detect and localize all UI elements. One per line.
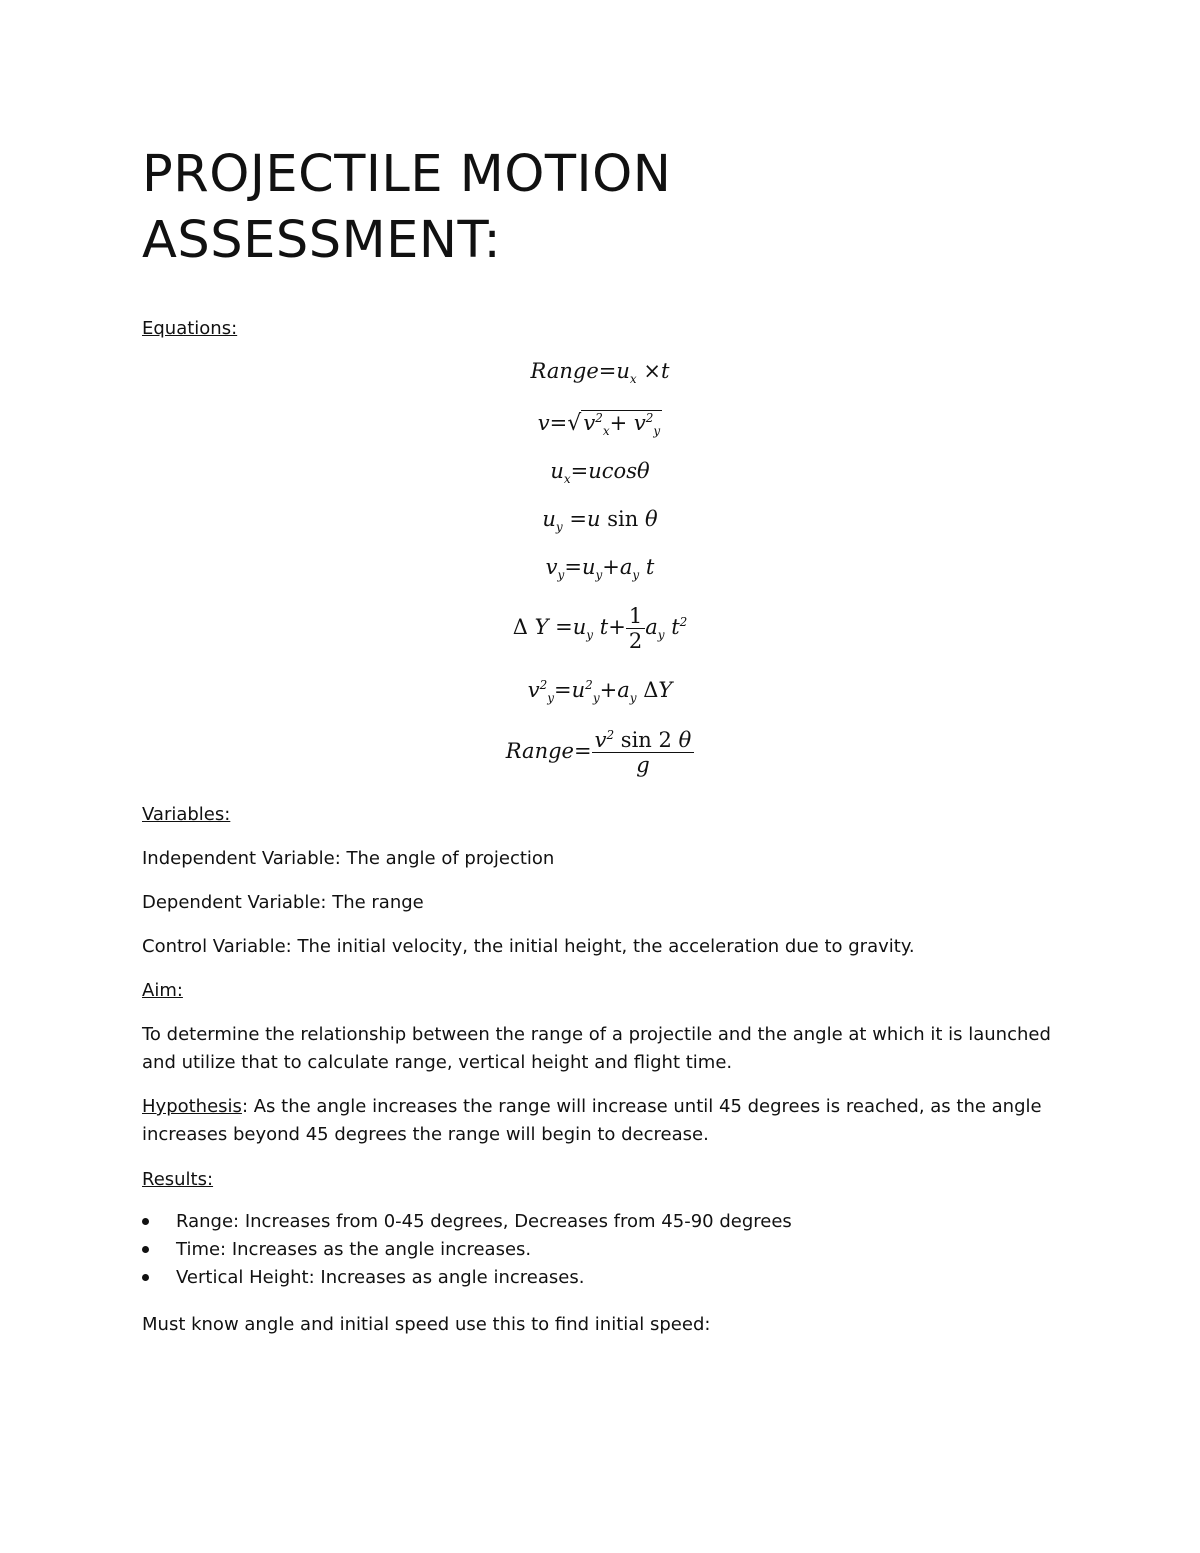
control-variable: Control Variable: The initial velocity, the initial height, the acceleration due to gravity. bbox=[142, 936, 915, 957]
dependent-variable: Dependent Variable: The range bbox=[142, 892, 424, 913]
independent-variable: Independent Variable: The angle of projection bbox=[142, 848, 555, 869]
bullet-icon bbox=[142, 1274, 149, 1281]
closing-text: Must know angle and initial speed use this to find initial speed: bbox=[142, 1314, 711, 1335]
aim-heading: Aim: bbox=[142, 980, 183, 1001]
list-item: Range: Increases from 0-45 degrees, Decreases from 45-90 degrees bbox=[142, 1208, 792, 1236]
equation-range-ux-t: $Range=u_x \times t$ bbox=[530, 359, 670, 387]
equation-vy: $v_y=u_y+a_y$ t bbox=[545, 555, 655, 583]
results-heading: Results: bbox=[142, 1169, 214, 1190]
bullet-icon bbox=[142, 1218, 149, 1225]
variables-heading: Variables: bbox=[142, 804, 231, 825]
results-list bbox=[142, 1208, 792, 1292]
list-item: Vertical Height: Increases as angle increases. bbox=[142, 1264, 792, 1292]
list-item: Time: Increases as the angle increases. bbox=[142, 1236, 792, 1264]
equation-range-formula: Range= $\frac{v^2 \sin 2 \theta}{g}$ bbox=[430, 728, 770, 777]
aim-text: To determine the relationship between the range of a projectile and the angle at which it is launched and utilize that to calculate range, vertical height and flight time. bbox=[142, 1024, 1051, 1073]
page-title bbox=[142, 142, 671, 274]
equation-uy-sin: $u_y =u$ sin θ bbox=[542, 507, 658, 535]
equations-heading: Equations: bbox=[142, 318, 238, 339]
title-line-2: ASSESSMENT: bbox=[142, 211, 502, 270]
equation-delta-y: Δ $Y =u_y$ t+ $\frac{1}{2}$ $a_y$ $t^2$ bbox=[512, 604, 688, 653]
equation-velocity-magnitude: $v=√v^2_x+ v^2_y$ bbox=[537, 411, 661, 439]
bullet-icon bbox=[142, 1246, 149, 1253]
equation-vy-squared: $v^2_y=u^2_y+a_y$ ΔY bbox=[527, 678, 673, 706]
hypothesis: Hypothesis: As the angle increases the range will increase until 45 degrees is reached, as the angle increases beyond 45 degrees the range will begin to decrease. bbox=[142, 1096, 1042, 1145]
equation-ux-cos: $u_x=ucos\theta$ bbox=[550, 459, 650, 487]
title-line-1: PROJECTILE MOTION bbox=[142, 145, 672, 204]
